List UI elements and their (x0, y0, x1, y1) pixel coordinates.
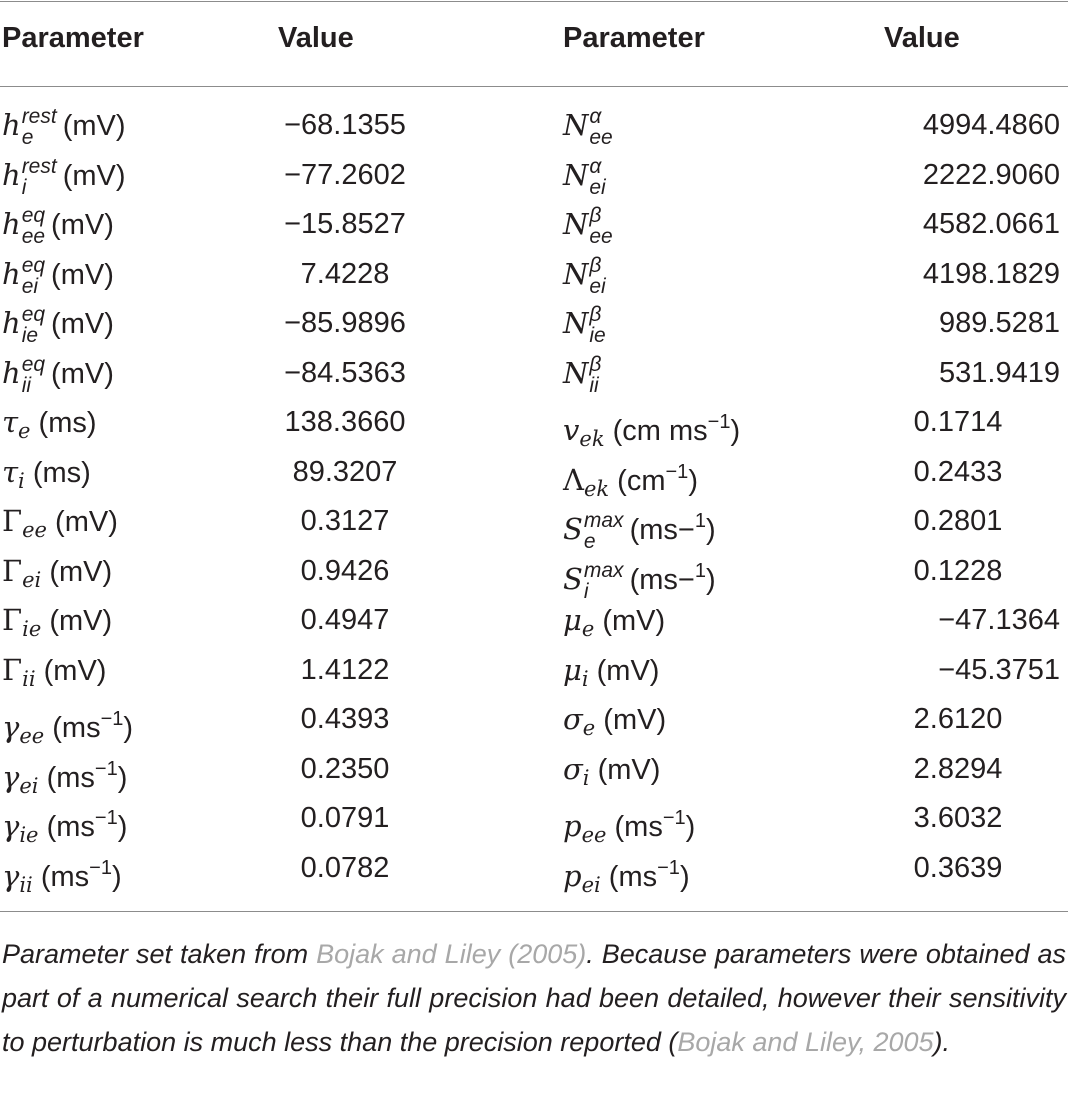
parameter-symbol: γ (2, 809, 20, 843)
parameter-symbol: h (2, 157, 21, 192)
symbol-subscript: i (583, 579, 589, 603)
value-right: 3.6032 (913, 802, 1003, 834)
symbol-superscript: eq (21, 253, 46, 277)
symbol-superscript: max (583, 558, 624, 582)
value-right: 4198.1829 (922, 257, 1060, 290)
parameter-unit: (mV) (49, 605, 113, 637)
value-left: 0.3127 (300, 505, 390, 537)
symbol-subscript: ei (22, 567, 42, 592)
unit-close: ) (705, 563, 716, 596)
unit-exponent: −1 (657, 856, 680, 879)
unit-close: ) (688, 464, 698, 497)
table-row (0, 398, 1068, 451)
symbol-subscript: ie (589, 324, 606, 348)
symbol-subscript: ie (22, 617, 42, 641)
unit-close: ) (685, 811, 696, 843)
table-bottom-rule (0, 911, 1068, 912)
value-right: −47.1364 (938, 604, 1060, 636)
parameter-right (563, 200, 619, 249)
parameter-unit: (ms (52, 712, 101, 744)
value-right: 4994.4860 (922, 109, 1060, 141)
header-parameter-right: Parameter (563, 22, 705, 54)
symbol-superscript: eq (21, 204, 46, 228)
table-row (0, 695, 1068, 748)
symbol-subscript: e (18, 419, 31, 443)
symbol-superscript: rest (21, 154, 57, 178)
parameter-right (563, 596, 665, 645)
unit-close: ) (117, 761, 128, 794)
parameter-right (563, 398, 741, 451)
header-parameter-left: Parameter (2, 22, 144, 54)
value-left: 0.0791 (300, 802, 390, 834)
parameter-symbol: N (563, 207, 589, 241)
value-right: 2222.9060 (922, 158, 1060, 191)
symbol-subscript: ei (589, 175, 606, 199)
parameter-right (563, 794, 696, 847)
symbol-subscript: ek (583, 476, 610, 501)
symbol-superscript: α (589, 105, 602, 129)
value-right: 0.1228 (913, 554, 1003, 587)
unit-exponent: −1 (94, 807, 118, 829)
caption-text-1: Parameter set taken from (2, 939, 317, 969)
parameter-unit: (ms (46, 811, 95, 843)
parameter-unit: (mV) (596, 654, 660, 687)
value-right: 0.1714 (913, 406, 1003, 438)
parameter-unit: (ms− (629, 563, 695, 596)
value-left: 1.4122 (300, 653, 390, 686)
parameter-right (563, 349, 607, 398)
parameter-unit: (mV) (603, 704, 667, 736)
unit-exponent: −1 (662, 807, 686, 829)
parameter-symbol: γ (2, 710, 20, 744)
symbol-scripts (589, 156, 605, 198)
parameter-right (563, 844, 690, 897)
table-row (0, 794, 1068, 847)
parameter-symbol: p (563, 858, 582, 893)
value-left: −68.1355 (284, 109, 406, 141)
value-right: 0.3639 (913, 851, 1003, 884)
symbol-superscript: rest (21, 105, 57, 129)
symbol-subscript: ei (19, 773, 39, 798)
value-right: 0.2801 (913, 505, 1003, 537)
symbol-superscript: max (583, 509, 624, 533)
citation-link-1[interactable]: Bojak and Liley (2005) (316, 939, 587, 969)
table-row (0, 646, 1068, 695)
unit-exponent: −1 (707, 411, 731, 433)
parameter-unit: (mV) (55, 506, 118, 538)
value-left: 0.9426 (300, 554, 390, 587)
value-left: 0.4947 (300, 604, 390, 636)
unit-close: ) (111, 860, 122, 893)
symbol-subscript: e (583, 530, 596, 554)
parameter-unit: (mV) (62, 159, 126, 192)
parameter-right (563, 299, 612, 348)
unit-exponent: −1 (89, 856, 112, 879)
symbol-superscript: eq (21, 352, 46, 376)
unit-exponent: 1 (694, 559, 706, 582)
table-row (0, 151, 1068, 200)
parameter-unit: (mV) (51, 209, 114, 241)
parameter-unit: (mV) (51, 258, 114, 291)
parameter-unit: (ms) (38, 407, 97, 439)
table-row (0, 349, 1068, 398)
table-row (0, 547, 1068, 603)
parameter-symbol: h (2, 306, 21, 340)
symbol-subscript: e (581, 617, 595, 641)
parameter-left (2, 448, 91, 497)
symbol-subscript: ee (22, 518, 47, 542)
parameter-left (2, 101, 126, 150)
parameter-unit: (cm ms (612, 415, 708, 447)
parameter-symbol: N (563, 256, 589, 291)
value-left: −15.8527 (284, 208, 406, 240)
parameter-left (2, 794, 128, 847)
symbol-superscript: α (589, 154, 602, 178)
unit-close: ) (117, 811, 128, 843)
parameter-symbol: N (563, 355, 589, 390)
parameter-left (2, 398, 97, 447)
value-right: 2.6120 (913, 703, 1003, 735)
parameter-left (2, 497, 118, 546)
table-caption (2, 932, 1066, 1064)
parameter-left (2, 547, 112, 596)
parameter-unit: (mV) (49, 555, 113, 588)
parameter-unit: (mV) (51, 357, 114, 390)
parameter-right (563, 101, 619, 150)
parameter-unit: (ms) (32, 456, 91, 489)
parameter-symbol: γ (2, 759, 20, 794)
symbol-subscript: ii (21, 373, 32, 397)
parameter-unit: (cm (617, 464, 666, 497)
value-left: 0.0782 (300, 851, 390, 884)
value-right: 2.8294 (913, 752, 1003, 785)
symbol-subscript: ee (589, 225, 613, 249)
header-value-left: Value (278, 22, 354, 54)
table-row (0, 745, 1068, 798)
symbol-subscript: ek (579, 427, 605, 451)
parameter-symbol: μ (563, 603, 582, 637)
parameter-symbol: Γ (2, 553, 23, 588)
parameter-left (2, 745, 128, 798)
unit-exponent: −1 (100, 708, 124, 730)
parameter-unit: (ms (608, 860, 658, 893)
parameter-symbol: N (563, 306, 589, 340)
header-value-right: Value (884, 22, 960, 54)
parameter-right (563, 250, 612, 299)
parameter-left (2, 349, 114, 398)
parameter-unit: (mV) (597, 753, 661, 786)
parameter-unit: (ms (614, 811, 663, 843)
parameter-symbol: p (563, 809, 582, 843)
parameter-symbol: N (563, 108, 589, 142)
parameter-symbol: Γ (2, 504, 23, 538)
symbol-scripts (589, 354, 601, 396)
value-left: 89.3207 (292, 455, 398, 488)
parameter-right (563, 151, 612, 200)
symbol-scripts (22, 304, 45, 346)
value-right: 531.9419 (939, 356, 1060, 389)
parameter-symbol: N (563, 157, 589, 192)
symbol-scripts (589, 106, 612, 148)
symbol-subscript: ee (21, 225, 46, 249)
parameter-symbol: h (2, 355, 21, 390)
parameter-symbol: S (563, 561, 583, 596)
symbol-subscript: ii (589, 373, 599, 397)
symbol-scripts (589, 205, 612, 247)
parameter-unit: (mV) (43, 654, 107, 687)
table-header-rule (0, 86, 1068, 87)
table-row (0, 497, 1068, 554)
value-right: −45.3751 (938, 653, 1060, 686)
symbol-subscript: ie (21, 324, 39, 348)
symbol-subscript: i (581, 666, 589, 691)
parameter-unit: (mV) (602, 605, 666, 637)
parameter-unit: (mV) (62, 110, 126, 142)
parameter-unit: (mV) (51, 308, 114, 340)
symbol-superscript: β (589, 303, 602, 327)
parameter-symbol: τ (2, 405, 19, 439)
symbol-superscript: β (589, 352, 602, 376)
citation-link-2[interactable]: Bojak and Liley, 2005 (677, 1027, 934, 1057)
symbol-scripts (22, 354, 45, 396)
value-left: 0.2350 (300, 752, 390, 785)
parameter-right (563, 646, 659, 695)
unit-exponent: −1 (94, 757, 118, 780)
value-left: 7.4228 (300, 257, 390, 290)
parameter-left (2, 646, 106, 695)
parameter-left (2, 844, 122, 897)
symbol-subscript: ii (22, 666, 36, 691)
table-row (0, 200, 1068, 249)
parameter-left (2, 299, 114, 348)
table-row (0, 299, 1068, 348)
value-right: 0.2433 (913, 455, 1003, 488)
unit-close: ) (679, 860, 690, 893)
table-row (0, 844, 1068, 897)
symbol-scripts (589, 255, 605, 297)
parameter-right (563, 695, 666, 744)
parameter-symbol: h (2, 256, 21, 291)
unit-exponent: 1 (694, 510, 706, 532)
symbol-subscript: e (21, 126, 34, 150)
symbol-scripts (22, 205, 45, 247)
symbol-subscript: ie (19, 823, 39, 847)
symbol-subscript: ei (21, 274, 39, 298)
parameter-symbol: Λ (563, 462, 584, 497)
symbol-scripts (22, 156, 57, 198)
value-left: −77.2602 (284, 158, 406, 191)
symbol-subscript: i (18, 468, 25, 493)
table-row (0, 250, 1068, 299)
symbol-scripts (22, 255, 45, 297)
symbol-subscript: ei (589, 274, 606, 298)
unit-close: ) (730, 415, 741, 447)
parameter-symbol: μ (563, 652, 582, 687)
parameter-symbol: S (563, 512, 583, 546)
parameter-symbol: σ (563, 751, 583, 786)
unit-exponent: −1 (665, 460, 689, 483)
table-row (0, 596, 1068, 645)
parameter-right (563, 745, 660, 794)
symbol-subscript: e (582, 716, 596, 740)
symbol-scripts (22, 106, 57, 148)
parameter-left (2, 596, 112, 645)
table-row (0, 101, 1068, 150)
symbol-subscript: i (582, 765, 590, 790)
parameter-symbol: v (563, 413, 580, 447)
value-right: 989.5281 (939, 307, 1060, 339)
parameter-unit: (ms (40, 860, 90, 893)
symbol-subscript: ee (589, 126, 613, 150)
symbol-scripts (589, 304, 605, 346)
table-top-rule (0, 1, 1068, 2)
parameter-symbol: h (2, 207, 21, 241)
parameter-right (563, 547, 716, 603)
parameter-unit: (ms (46, 761, 95, 794)
parameter-symbol: τ (2, 454, 19, 489)
symbol-subscript: ee (19, 724, 45, 748)
symbol-superscript: eq (21, 303, 46, 327)
parameter-symbol: h (2, 108, 21, 142)
parameter-right (563, 497, 716, 554)
parameter-symbol: γ (2, 858, 20, 893)
parameter-right (563, 448, 698, 501)
value-left: −85.9896 (284, 307, 406, 339)
symbol-subscript: ee (581, 823, 607, 847)
parameter-unit: (ms− (629, 514, 695, 546)
value-left: −84.5363 (284, 356, 406, 389)
parameter-symbol: Γ (2, 603, 23, 637)
value-left: 138.3660 (284, 406, 406, 438)
symbol-subscript: ei (581, 872, 601, 897)
unit-close: ) (705, 514, 716, 546)
symbol-superscript: β (589, 253, 602, 277)
parameter-symbol: σ (563, 702, 583, 736)
symbol-subscript: ii (19, 872, 33, 897)
parameter-left (2, 695, 134, 748)
caption-text-2: . Because parameters were obtained as part of a numerical search their full precision had been detailed, however their sensitivity to perturbation is much less than the precision reported ( (2, 939, 1067, 1057)
table-row (0, 448, 1068, 501)
parameter-left (2, 151, 126, 200)
parameter-symbol: Γ (2, 652, 23, 687)
value-right: 4582.0661 (922, 208, 1060, 240)
value-left: 0.4393 (300, 703, 390, 735)
symbol-subscript: i (21, 175, 27, 199)
symbol-superscript: β (589, 204, 602, 228)
parameter-left (2, 200, 114, 249)
parameter-left (2, 250, 114, 299)
caption-text-3: ). (933, 1027, 951, 1057)
unit-close: ) (123, 712, 134, 744)
